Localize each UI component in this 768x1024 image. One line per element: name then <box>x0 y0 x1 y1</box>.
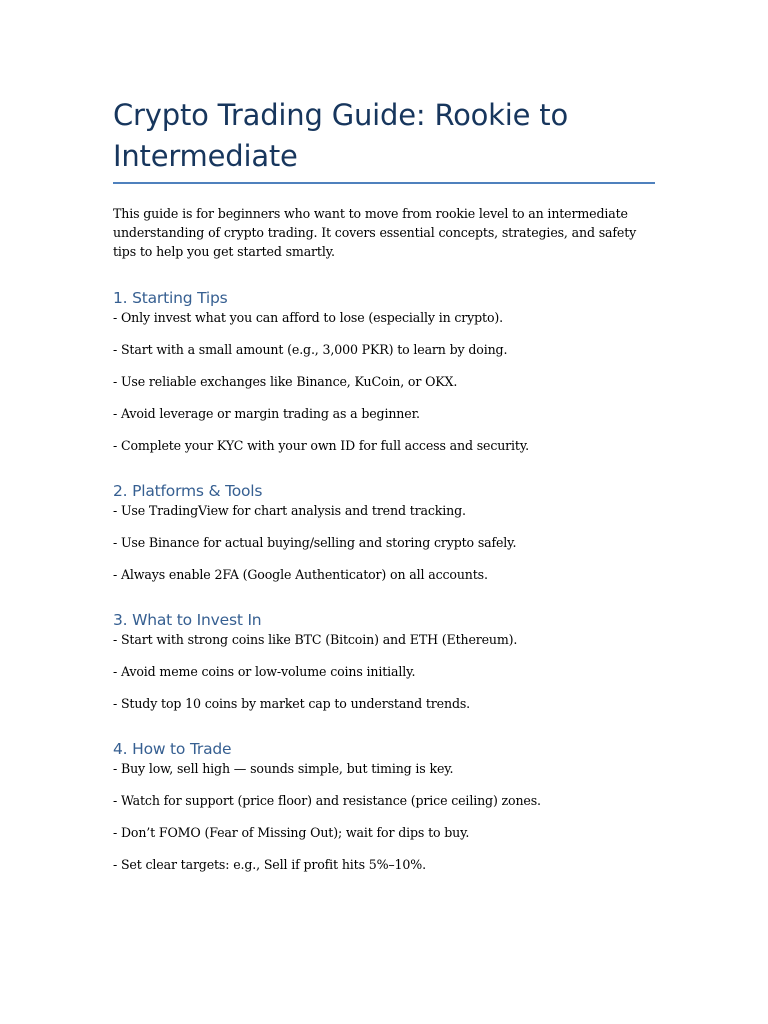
intro-paragraph: This guide is for beginners who want to move from rookie level to an intermediate understanding of crypto trading. It covers essential concepts, strategies, and safety tips to help you get started smartly. <box>113 206 637 259</box>
tip-item: - Start with strong coins like BTC (Bitcoin) and ETH (Ethereum). <box>113 632 518 647</box>
section-what-to-invest-in <box>113 610 655 712</box>
section-heading: 1. Starting Tips <box>113 289 228 307</box>
section-starting-tips <box>113 288 655 454</box>
tip-item: - Watch for support (price floor) and resistance (price ceiling) zones. <box>113 793 541 808</box>
document-title: Crypto Trading Guide: Rookie to Intermediate <box>113 98 568 173</box>
section-heading: 4. How to Trade <box>113 740 232 758</box>
tip-item: - Start with a small amount (e.g., 3,000 PKR) to learn by doing. <box>113 342 508 357</box>
document-page <box>113 95 655 873</box>
tip-item: - Don’t FOMO (Fear of Missing Out); wait for dips to buy. <box>113 825 470 840</box>
title-underline <box>113 182 655 184</box>
tip-item: - Set clear targets: e.g., Sell if profit hits 5%–10%. <box>113 857 426 872</box>
section-how-to-trade <box>113 739 655 873</box>
tip-item: - Avoid leverage or margin trading as a beginner. <box>113 406 420 421</box>
tip-item: - Use TradingView for chart analysis and trend tracking. <box>113 503 466 518</box>
tip-item: - Buy low, sell high — sounds simple, but timing is key. <box>113 761 454 776</box>
section-platforms-tools <box>113 481 655 583</box>
tip-item: - Use Binance for actual buying/selling and storing crypto safely. <box>113 535 517 550</box>
section-heading: 2. Platforms & Tools <box>113 482 263 500</box>
section-heading: 3. What to Invest In <box>113 611 262 629</box>
tip-item: - Use reliable exchanges like Binance, KuCoin, or OKX. <box>113 374 458 389</box>
tip-item: - Avoid meme coins or low-volume coins initially. <box>113 664 416 679</box>
tip-item: - Study top 10 coins by market cap to understand trends. <box>113 696 471 711</box>
tip-item: - Complete your KYC with your own ID for full access and security. <box>113 438 529 453</box>
tip-item: - Always enable 2FA (Google Authenticator) on all accounts. <box>113 567 488 582</box>
tip-item: - Only invest what you can afford to lose (especially in crypto). <box>113 310 504 325</box>
